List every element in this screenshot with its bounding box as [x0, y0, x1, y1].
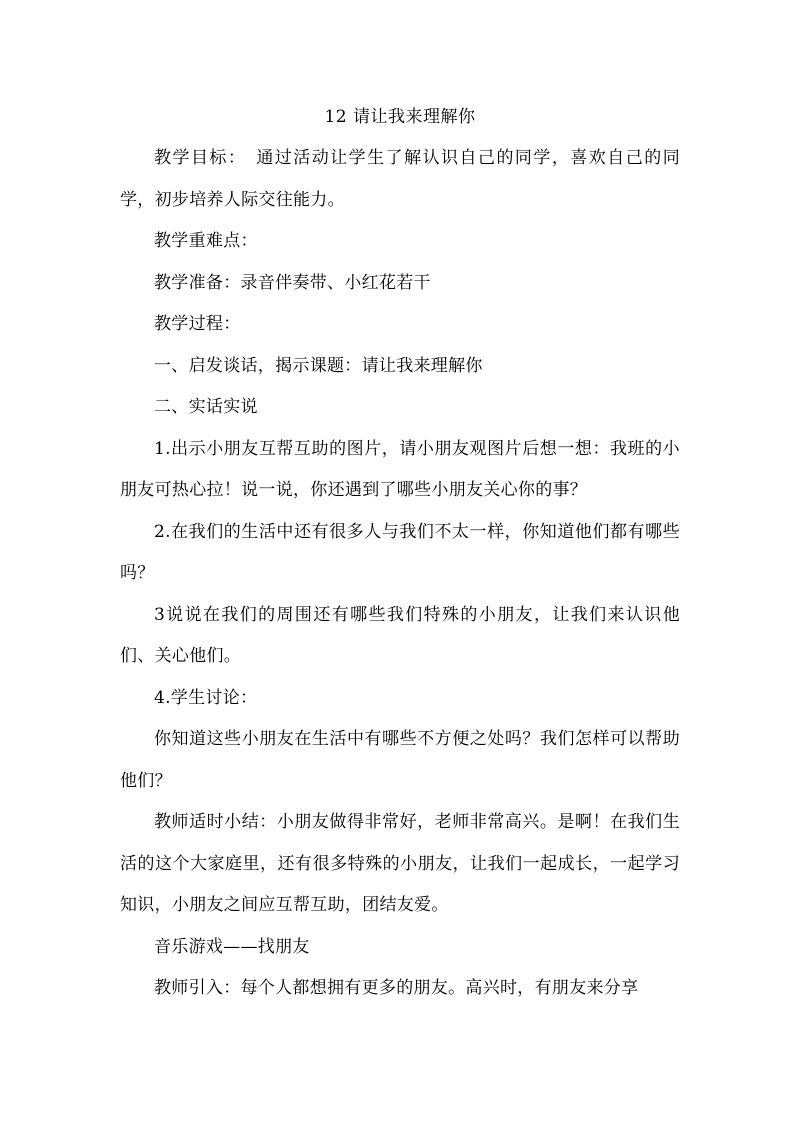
- paragraph-item-2: 2.在我们的生活中还有很多人与我们不太一样，你知道他们都有哪些吗？: [120, 521, 680, 583]
- paragraph-item-3: 3说说在我们的周围还有哪些我们特殊的小朋友，让我们来认识他们、关心他们。: [120, 604, 680, 666]
- paragraph-section-one: 一、启发谈话，揭示课题：请让我来理解你: [154, 355, 483, 376]
- paragraph-teacher-intro: 教师引入：每个人都想拥有更多的朋友。高兴时，有朋友来分享: [154, 978, 639, 998]
- paragraph-preparation: 教学准备：录音伴奏带、小红花若干: [154, 272, 431, 293]
- paragraph-music-game: 音乐游戏——找朋友: [154, 936, 310, 957]
- paragraph-objectives: 教学目标： 通过活动让学生了解认识自己的同学，喜欢自己的同学，初步培养人际交往能力。: [120, 148, 680, 210]
- paragraph-key-points: 教学重难点：: [154, 231, 258, 251]
- paragraph-process-heading: 教学过程：: [154, 314, 241, 334]
- paragraph-teacher-summary: 教师适时小结：小朋友做得非常好，老师非常高兴。是啊！在我们生活的这个大家庭里，还有很多特殊的小朋友，让我们一起成长，一起学习知识，小朋友之间应互帮互助，团结友爱。: [120, 812, 680, 915]
- paragraph-section-two: 二、实话实说: [154, 397, 258, 417]
- paragraph-item-1: 1.出示小朋友互帮互助的图片，请小朋友观图片后想一想：我班的小朋友可热心拉！说一说，你还遇到了哪些小朋友关心你的事？: [120, 438, 680, 500]
- document-title: 12 请让我来理解你: [324, 107, 476, 127]
- paragraph-item-4: 4.学生讨论：: [154, 687, 258, 708]
- paragraph-discussion-question: 你知道这些小朋友在生活中有哪些不方便之处吗？我们怎样可以帮助他们？: [120, 729, 680, 791]
- document-body: [120, 100, 680, 1010]
